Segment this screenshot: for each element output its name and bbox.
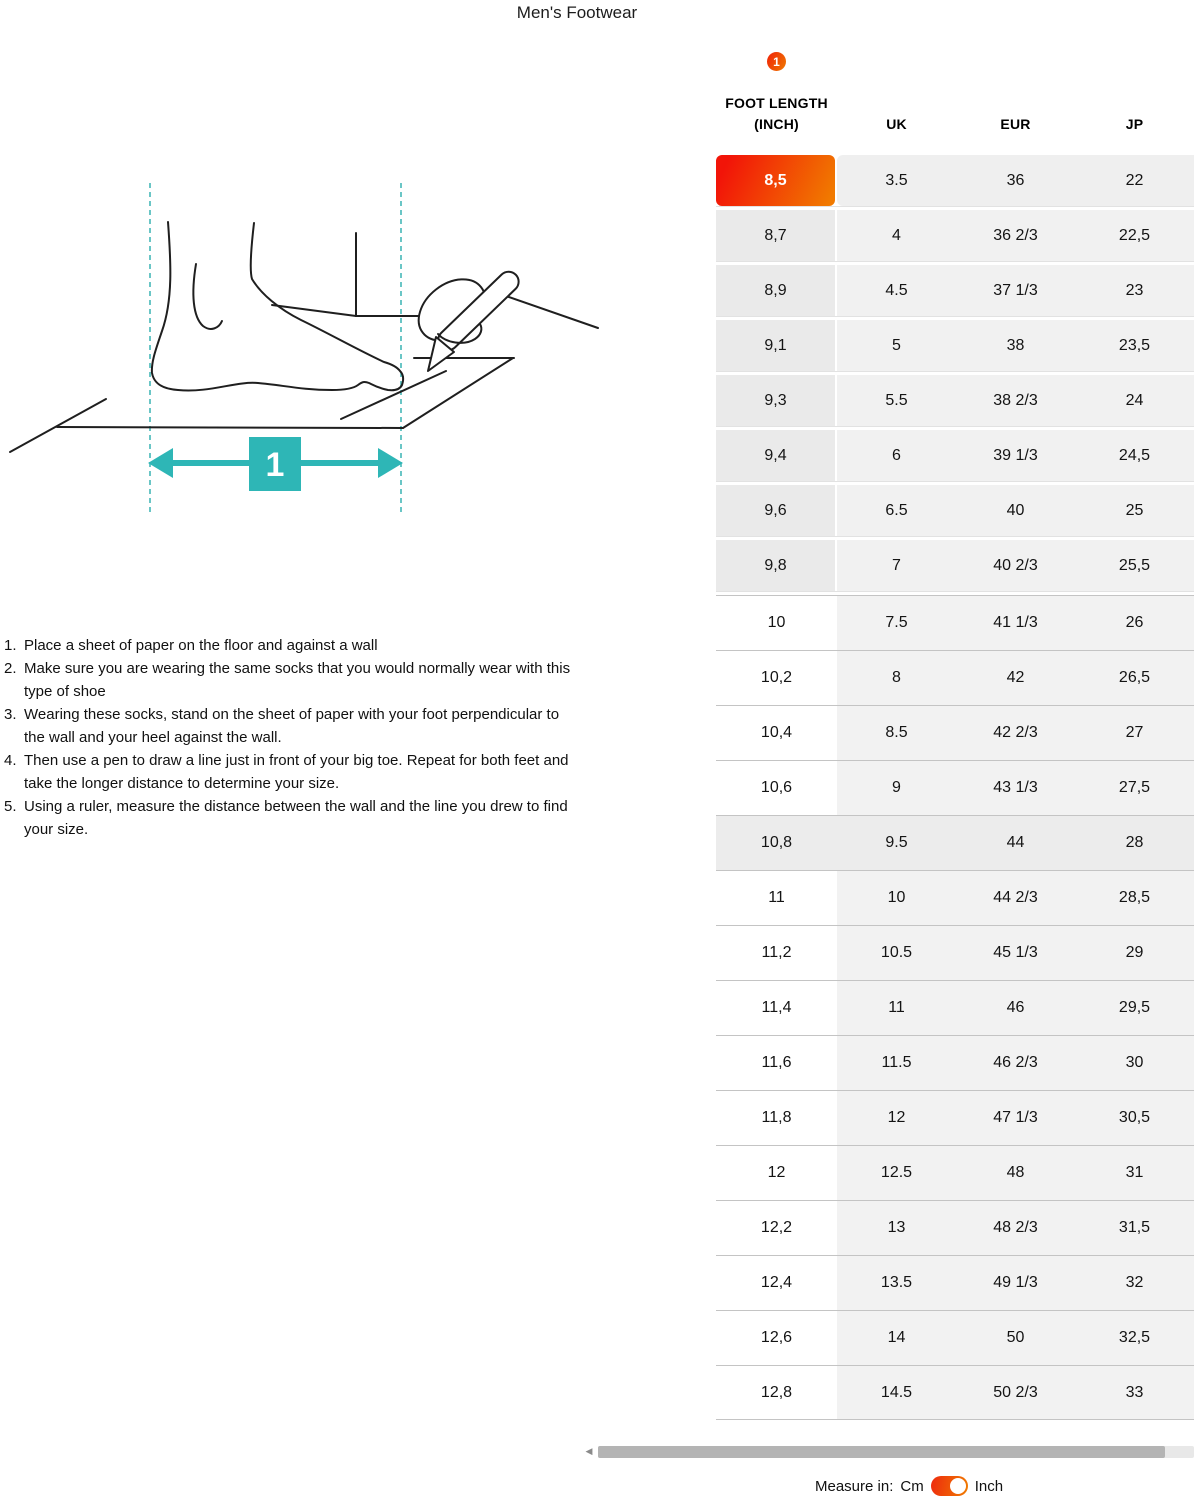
cell-eur[interactable]: 47 1/3 (956, 1091, 1075, 1145)
table-row[interactable] (716, 870, 1194, 925)
table-row[interactable] (716, 1310, 1194, 1365)
cell-uk[interactable]: 14.5 (837, 1366, 956, 1419)
cell-jp[interactable]: 26,5 (1075, 651, 1194, 705)
unit-footer (815, 1476, 1003, 1496)
cell-inch[interactable]: 11 (716, 871, 837, 925)
cell-jp[interactable]: 30 (1075, 1036, 1194, 1090)
table-row[interactable] (716, 155, 1194, 207)
cell-inch[interactable]: 11,2 (716, 926, 837, 980)
cell-jp[interactable]: 24,5 (1075, 430, 1194, 481)
cell-eur[interactable]: 48 2/3 (956, 1201, 1075, 1255)
cell-inch[interactable]: 9,4 (716, 430, 835, 481)
cell-eur[interactable]: 36 2/3 (956, 210, 1075, 261)
column-header-foot-length-line1: FOOT LENGTH (725, 95, 828, 111)
cell-uk[interactable]: 9.5 (837, 816, 956, 870)
table-row[interactable] (716, 210, 1194, 262)
instruction-text: Then use a pen to draw a line just in front of your big toe. Repeat for both feet and take the longer distance to determine your size. (24, 752, 569, 792)
cell-eur[interactable]: 38 2/3 (956, 375, 1075, 426)
table-row[interactable] (716, 485, 1194, 537)
cell-uk[interactable]: 12 (837, 1091, 956, 1145)
cell-eur[interactable]: 49 1/3 (956, 1256, 1075, 1310)
cell-uk[interactable]: 10 (837, 871, 956, 925)
table-row[interactable] (716, 430, 1194, 482)
table-row[interactable] (716, 1200, 1194, 1255)
foot-measurement-illustration (0, 160, 600, 520)
cell-eur[interactable]: 48 (956, 1146, 1075, 1200)
column-badge: 1 (767, 52, 786, 71)
cell-eur[interactable]: 42 (956, 651, 1075, 705)
table-row[interactable] (716, 595, 1194, 650)
cell-jp[interactable]: 29,5 (1075, 981, 1194, 1035)
instruction-number: 3. (4, 706, 17, 723)
cell-eur[interactable]: 44 (956, 816, 1075, 870)
cell-jp[interactable]: 31,5 (1075, 1201, 1194, 1255)
table-row[interactable] (716, 320, 1194, 372)
instruction-item (4, 749, 582, 795)
instruction-text: Wearing these socks, stand on the sheet of paper with your foot perpendicular to the wall and your heel against the wall. (24, 706, 560, 746)
wall-corner-line (356, 233, 423, 316)
cell-uk[interactable]: 13 (837, 1201, 956, 1255)
table-row[interactable] (716, 815, 1194, 870)
cell-uk[interactable]: 8.5 (837, 706, 956, 760)
instruction-number: 2. (4, 660, 17, 677)
cell-inch[interactable]: 11,8 (716, 1091, 837, 1145)
cell-uk[interactable]: 7 (837, 540, 956, 591)
cell-inch[interactable]: 10,4 (716, 706, 837, 760)
instruction-number: 1. (4, 637, 17, 654)
cell-inch[interactable]: 11,4 (716, 981, 837, 1035)
cell-eur[interactable]: 45 1/3 (956, 926, 1075, 980)
cell-inch[interactable]: 8,7 (716, 210, 835, 261)
cell-jp[interactable]: 31 (1075, 1146, 1194, 1200)
unit-inch-label: Inch (974, 1477, 1004, 1495)
table-row[interactable] (716, 650, 1194, 705)
h-scrollbar[interactable] (580, 1444, 1194, 1459)
instruction-item (4, 795, 582, 841)
cell-inch[interactable]: 12 (716, 1146, 837, 1200)
cell-uk[interactable]: 12.5 (837, 1146, 956, 1200)
cell-uk[interactable]: 6.5 (837, 485, 956, 536)
cell-inch[interactable]: 10,8 (716, 816, 837, 870)
cell-inch[interactable]: 12,2 (716, 1201, 837, 1255)
cell-inch[interactable]: 9,8 (716, 540, 835, 591)
table-row[interactable] (716, 265, 1194, 317)
scrollbar-track[interactable] (598, 1446, 1194, 1458)
cell-inch[interactable]: 9,1 (716, 320, 835, 371)
table-row[interactable] (716, 760, 1194, 815)
cell-eur[interactable]: 36 (956, 155, 1075, 206)
column-badge-wrap (716, 52, 837, 71)
instruction-text: Make sure you are wearing the same socks that you would normally wear with this type of shoe (24, 660, 571, 700)
cell-uk[interactable]: 11 (837, 981, 956, 1035)
cell-jp[interactable]: 22,5 (1075, 210, 1194, 261)
table-row[interactable] (716, 925, 1194, 980)
size-table (716, 155, 1194, 1420)
cell-uk[interactable]: 4 (837, 210, 956, 261)
cell-inch[interactable]: 12,6 (716, 1311, 837, 1365)
ankle-detail-line (193, 264, 222, 329)
cell-jp[interactable]: 24 (1075, 375, 1194, 426)
arrow-label: 1 (265, 446, 285, 484)
table-row[interactable] (716, 375, 1194, 427)
cell-jp[interactable]: 29 (1075, 926, 1194, 980)
cell-jp[interactable]: 23,5 (1075, 320, 1194, 371)
cell-inch[interactable]: 12,4 (716, 1256, 837, 1310)
cell-uk[interactable]: 4.5 (837, 265, 956, 316)
cell-eur[interactable]: 41 1/3 (956, 596, 1075, 650)
cell-jp[interactable]: 27,5 (1075, 761, 1194, 815)
instruction-text: Place a sheet of paper on the floor and against a wall (24, 637, 378, 654)
cell-uk[interactable]: 6 (837, 430, 956, 481)
scrollbar-left-arrow-icon[interactable]: ◀ (585, 1446, 593, 1456)
cell-jp[interactable]: 28,5 (1075, 871, 1194, 925)
cell-inch[interactable]: 9,3 (716, 375, 835, 426)
cell-inch[interactable]: 10,2 (716, 651, 837, 705)
table-row[interactable] (716, 540, 1194, 592)
cell-jp[interactable]: 32 (1075, 1256, 1194, 1310)
cell-jp[interactable]: 30,5 (1075, 1091, 1194, 1145)
measure-unit-label: Measure in: (815, 1477, 894, 1495)
cell-eur[interactable]: 50 2/3 (956, 1366, 1075, 1419)
scrollbar-thumb[interactable] (598, 1446, 1165, 1458)
column-header-uk: UK (886, 116, 907, 132)
cell-eur[interactable]: 42 2/3 (956, 706, 1075, 760)
cell-jp[interactable]: 33 (1075, 1366, 1194, 1419)
table-row[interactable] (716, 1365, 1194, 1420)
column-header-eur: EUR (1000, 116, 1031, 132)
cell-uk[interactable]: 13.5 (837, 1256, 956, 1310)
toggle-knob[interactable] (950, 1478, 966, 1494)
page-title: Men's Footwear (516, 3, 638, 22)
table-row[interactable] (716, 1035, 1194, 1090)
cell-jp[interactable]: 25,5 (1075, 540, 1194, 591)
table-row[interactable] (716, 980, 1194, 1035)
cell-jp[interactable]: 22 (1075, 155, 1194, 206)
table-row[interactable] (716, 705, 1194, 760)
cell-uk[interactable]: 14 (837, 1311, 956, 1365)
cell-inch[interactable]: 8,5 (716, 155, 835, 206)
column-header-foot-length (716, 93, 837, 135)
paper-outline (10, 233, 598, 452)
arrow-label-box (249, 437, 301, 491)
cell-uk[interactable]: 11.5 (837, 1036, 956, 1090)
cell-inch[interactable]: 12,8 (716, 1366, 837, 1419)
cell-inch[interactable]: 11,6 (716, 1036, 837, 1090)
cell-eur[interactable]: 40 (956, 485, 1075, 536)
cell-eur[interactable]: 38 (956, 320, 1075, 371)
cell-jp[interactable]: 32,5 (1075, 1311, 1194, 1365)
cell-eur[interactable]: 39 1/3 (956, 430, 1075, 481)
cell-uk[interactable]: 9 (837, 761, 956, 815)
column-header-foot-length-line2: (INCH) (754, 116, 799, 132)
instruction-text: Using a ruler, measure the distance between the wall and the line you drew to find your size. (24, 798, 568, 838)
cell-uk[interactable]: 3.5 (837, 155, 956, 206)
cell-uk[interactable]: 10.5 (837, 926, 956, 980)
instruction-number: 5. (4, 798, 17, 815)
cell-uk[interactable]: 5.5 (837, 375, 956, 426)
cell-jp[interactable]: 26 (1075, 596, 1194, 650)
cell-eur[interactable]: 40 2/3 (956, 540, 1075, 591)
cell-jp[interactable]: 25 (1075, 485, 1194, 536)
table-row[interactable] (716, 1145, 1194, 1200)
instruction-number: 4. (4, 752, 17, 769)
cell-inch[interactable]: 10,6 (716, 761, 837, 815)
cell-jp[interactable]: 28 (1075, 816, 1194, 870)
instruction-item (4, 634, 582, 657)
table-row[interactable] (716, 1090, 1194, 1145)
cell-uk[interactable]: 8 (837, 651, 956, 705)
column-header-jp: JP (1125, 116, 1144, 132)
pen-hand-icon (407, 267, 523, 371)
cell-eur[interactable]: 46 2/3 (956, 1036, 1075, 1090)
cell-eur[interactable]: 46 (956, 981, 1075, 1035)
cell-inch[interactable]: 9,6 (716, 485, 835, 536)
cell-uk[interactable]: 5 (837, 320, 956, 371)
cell-inch[interactable]: 10 (716, 596, 837, 650)
instruction-item (4, 657, 582, 703)
cell-eur[interactable]: 43 1/3 (956, 761, 1075, 815)
cell-jp[interactable]: 27 (1075, 706, 1194, 760)
cell-inch[interactable]: 8,9 (716, 265, 835, 316)
unit-toggle[interactable] (931, 1476, 968, 1496)
cell-eur[interactable]: 37 1/3 (956, 265, 1075, 316)
table-row[interactable] (716, 1255, 1194, 1310)
foot-outline (152, 222, 403, 390)
instruction-item (4, 703, 582, 749)
cell-jp[interactable]: 23 (1075, 265, 1194, 316)
measurement-instructions (4, 634, 582, 841)
cell-eur[interactable]: 44 2/3 (956, 871, 1075, 925)
unit-cm-label: Cm (900, 1477, 924, 1495)
cell-uk[interactable]: 7.5 (837, 596, 956, 650)
cell-eur[interactable]: 50 (956, 1311, 1075, 1365)
